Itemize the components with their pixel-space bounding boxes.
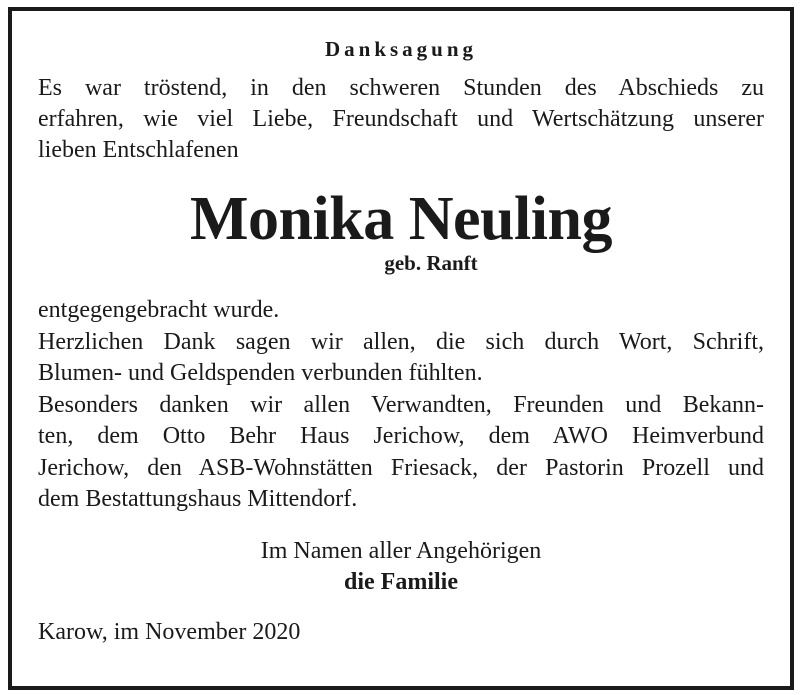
intro-paragraph: [38, 73, 764, 166]
intro-line: erfahren, wie viel Liebe, Freundschaft und Wertschätzung unserer: [38, 106, 764, 132]
body-line: Jerichow, den ASB-Wohnstätten Friesack, der Pastorin Prozell und: [38, 454, 764, 481]
notice-heading: Danksagung: [324, 37, 478, 61]
intro-line: lieben Entschlafenen: [38, 137, 239, 163]
thanks-paragraph: [38, 295, 764, 516]
closing-line: Im Namen aller Angehörigen: [260, 537, 542, 564]
place-date: Karow, im November 2020: [38, 618, 301, 645]
notice-frame: [8, 7, 794, 690]
body-line: ten, dem Otto Behr Haus Jerichow, dem AWO Heimverbund: [38, 423, 764, 449]
body-line: Herzlichen Dank sagen wir allen, die sich durch Wort, Schrift,: [38, 328, 764, 355]
body-line: Besonders danken wir allen Verwandten, Freunden und Bekann-: [38, 391, 764, 418]
body-line: Blumen- und Geldspenden verbunden fühlten.: [38, 360, 483, 386]
signature: die Familie: [344, 568, 458, 595]
notice-content: [38, 34, 764, 648]
maiden-name: geb. Ranft: [384, 251, 478, 275]
deceased-name: Monika Neuling: [190, 185, 612, 253]
intro-line: Es war tröstend, in den schweren Stunden des Abschieds zu: [38, 75, 764, 101]
body-line: entgegengebracht wurde.: [38, 297, 280, 323]
body-line: dem Bestattungshaus Mittendorf.: [38, 486, 358, 512]
